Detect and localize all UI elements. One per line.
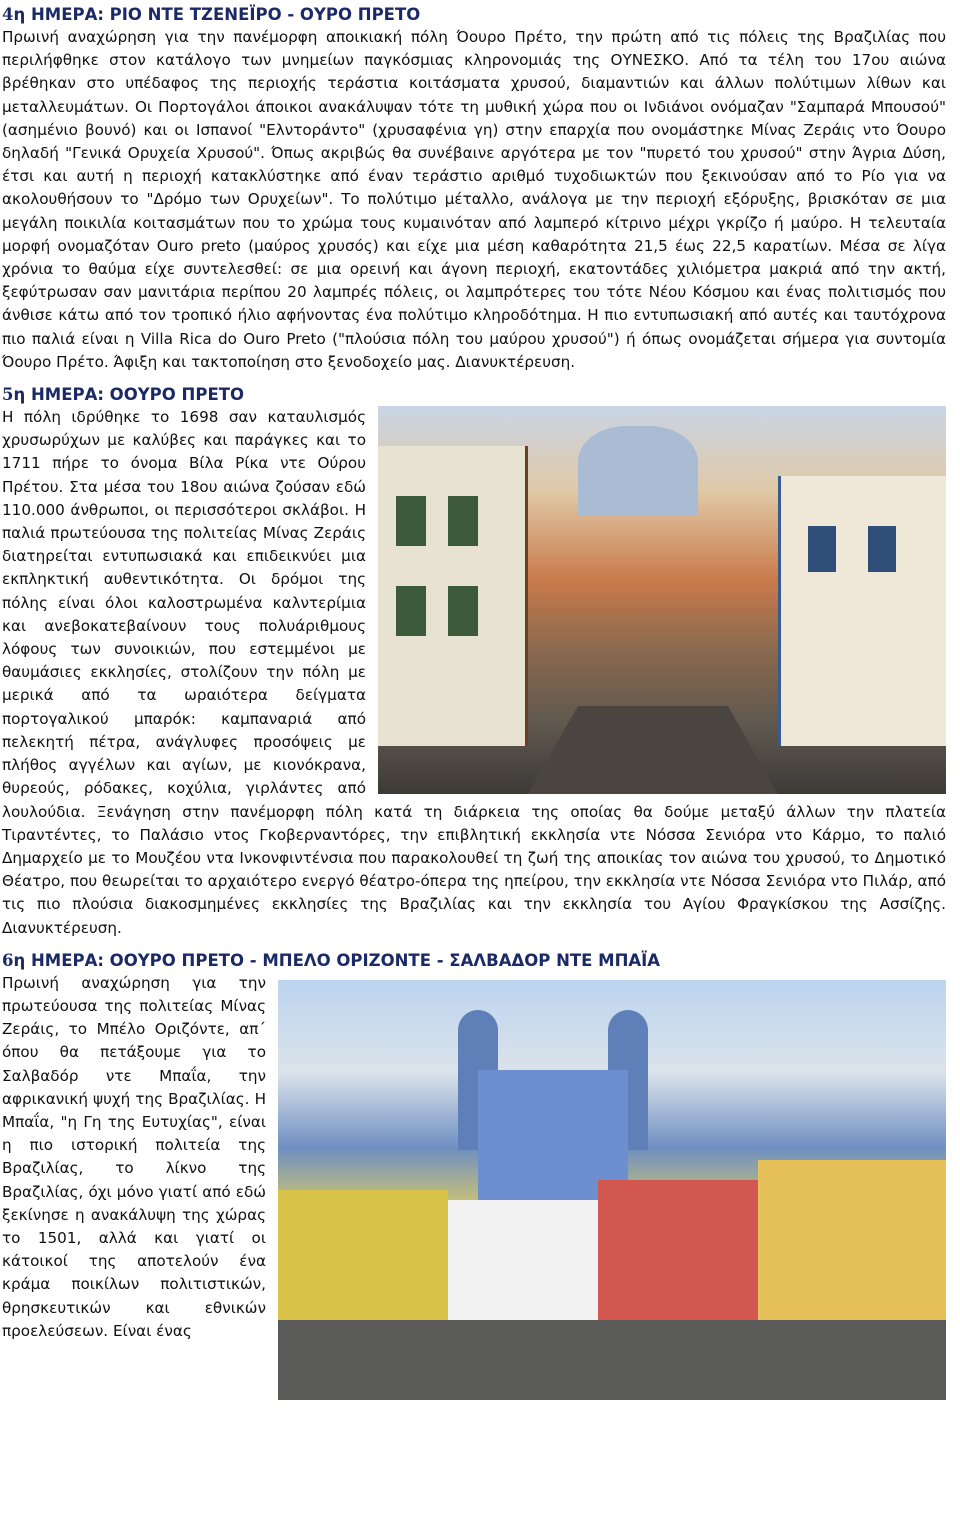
cobblestone-street-shape (528, 706, 778, 794)
red-building-shape (598, 1180, 758, 1320)
window-shape (396, 496, 426, 546)
window-shape (808, 526, 836, 572)
day-4-title (2, 4, 946, 26)
salvador-square-photo (278, 980, 946, 1400)
day-5-title-text: η ΗΜΕΡΑ: ΟΟΥΡΟ ΠΡΕΤΟ (13, 385, 245, 405)
ochre-building-shape (758, 1160, 946, 1320)
day-6-title-text: η ΗΜΕΡΑ: ΟΟΥΡΟ ΠΡΕΤΟ - ΜΠΕΛΟ ΟΡΙΖΟΝΤΕ - ΣΑΛΒΑΔΟΡ ΝΤΕ ΜΠΑΪΑ (13, 950, 661, 970)
day-5-section (2, 384, 946, 940)
window-shape (396, 586, 426, 636)
window-shape (448, 586, 478, 636)
day-6-number: 6 (2, 950, 14, 970)
day-5-text: Η πόλη ιδρύθηκε το 1698 σαν καταυλισμός χρυσωρύχων με καλύβες και παράγκες και το 1711 πήρε το όνομα Βίλα Ρίκα ντε Ούρου Πρέτου. Στα μέσα του 18ου αιώνα ζούσαν εδώ 110.000 άνθρωποι, οι περισσότεροι σκλάβοι. Η παλιά πρωτεύουσα της πολιτείας Μίνας Ζεράις διατηρείται εντυπωσιακά και επιδεικνύει μια εκπληκτική αυθεντικότητα. Οι δρόμοι της πόλης είναι όλοι καλοστρωμένα καλντερίμια και ανεβοκατεβαίνουν τους πολυάριθμους λόφους των συνοικιών, που εστεμμένοι με θαυμάσιες εκκλησίες, στολίζουν την πόλη με μερικά από τα ωραιότερα δείγματα πορτογαλικού μπαρόκ: καμπαναριά από πελεκητή πέτρα, ανάγλυφες προσόψεις με πλήθος αγγέλων και αγίων, με κιονόκρανα, θυρεούς, ρόδακες, κοχύλια, γιρλάντες από λουλούδια. Ξενάγηση στην πανέμορφη πόλη κατά τη διάρκεια της οποίας θα δούμε μεταξύ άλλων την πλατεία Τιραντέντες, το Παλάσιο ντος Γκοβερναντόρες, την επιβλητική εκκλησία ντε Νόσσα Σενιόρα ντο Κάρμο, το παλιό Δημαρχείο με το Μουζέου ντα Ινκονφιντένσια που παρακολουθεί τη ζωή της αποικίας τον αιώνα του χρυσού, το Δημοτικό Θέατρο, που θεωρείται το αρχαιότερο ενεργό θέατρο-όπερα της ηπείρου, την εκκλησία ντε Νόσσα Σενιόρα ντο Πιλάρ, από τις πιο πλούσια διακοσμημένες εκκλησίες της Βραζιλίας και την εκκλησία του Αγίου Φραγκίσκου της Ασσίζης. Διανυκτέρευση. (2, 408, 946, 937)
day-6-title (2, 950, 946, 972)
white-building-shape (448, 1200, 598, 1320)
day-5-title (2, 384, 946, 406)
window-shape (868, 526, 896, 572)
day-4-title-text: η ΗΜΕΡΑ: ΡΙΟ ΝΤΕ ΤΖΕΝΕΪΡΟ - ΟΥΡΟ ΠΡΕΤΟ (13, 5, 421, 24)
hill-shape (578, 426, 698, 516)
yellow-building-shape (278, 1190, 448, 1320)
day-4-number: 4 (2, 5, 14, 24)
right-building-shape (778, 476, 946, 746)
ouro-preto-street-photo (378, 406, 946, 794)
day-4-text: Πρωινή αναχώρηση για την πανέμορφη αποικιακή πόλη Όουρο Πρέτο, την πρώτη από τις πόλεις της Βραζιλίας που περιλήφθηκε στον κατάλογο των μνημείων παγκόσμιας κληρονομιάς της ΟΥΝΕΣΚΟ. Από τα τέλη του 17ου αιώνα βρέθηκαν στο υπέδαφος της περιοχής τεράστια κοιτάσματα χρυσού, διαμαντιών και άλλων πολύτιμων λίθων και μεταλλευμάτων. Οι Πορτογάλοι άποικοι ανακάλυψαν τότε τη μυθική χώρα που οι Ινδιάνοι ονόμαζαν "Σαμπαρά Μπουσού" (ασημένιο βουνό) και οι Ισπανοί "Ελντοράντο" (χρυσαφένια γη) στην επαρχία που ονομάστηκε Μίνας Ζεράις ντο Όουρο δηλαδή "Γενικά Ορυχεία Χρυσού". Όπως ακριβώς θα συνέβαινε αργότερα με τον "πυρετό του χρυσού" στην Άγρια Δύση, έτσι και αυτή η περιοχή κατακλύστηκε από έναν τεράστιο αριθμό τυχοδιωκτών που ξεκινούσαν από το Ρίο για να ακολουθήσουν το "Δρόμο των Ορυχείων". Το πολύτιμο μέταλλο, ανάλογα με την περιοχή εξόρυξης, βρισκόταν σε μια μεγάλη ποικιλία κοιτασμάτων που το χρώμα τους κυμαινόταν από λαμπερό κίτρινο μέχρι γκρίζο ή μαύρο. Η τελευταία μορφή ονομαζόταν Ouro preto (μαύρος χρυσός) και είχε μια μέση καθαρότητα 21,5 έως 22,5 καρατίων. Μέσα σε λίγα χρόνια το θαύμα είχε συντελεσθεί: σε μια ορεινή και άγονη περιοχή, εκατοντάδες χιλιόμετρα μακριά από την ακτή, ξεφύτρωσαν σαν μανιτάρια περίπου 20 λαμπρές πόλεις, οι λαμπρότερες του τότε Νέου Κόσμου και ένας πολιτισμός που άνθισε κάτω από τον τροπικό ήλιο αφήνοντας ένα πολύτιμο κληροδότημα. Η πιο εντυπωσιακή από αυτές και ταυτόχρονα πιο παλιά είναι η Villa Rica do Ouro Preto ("πλούσια πόλη του μαύρου χρυσού") ή όπως ονομάζεται σήμερα για συντομία Όουρο Πρέτο. Άφιξη και τακτοποίηση στο ξενοδοχείο μας. Διανυκτέρευση. (2, 28, 946, 371)
day-5-number: 5 (2, 385, 14, 405)
window-shape (448, 496, 478, 546)
day-6-text: Πρωινή αναχώρηση για την πρωτεύουσα της πολιτείας Μίνας Ζεράις, το Μπέλο Οριζόντε, απ΄ όπου θα πετάξουμε για το Σαλβαδόρ ντε Μπαΐα, την αφρικανική ψυχή της Βραζιλίας. Η Μπαΐα, "η Γη της Ευτυχίας", είναι η πιο ιστορική πολιτεία της Βραζιλίας, το λίκνο της Βραζιλίας, όχι μόνο γιατί από εδώ ξεκίνησε η ανακάλυψη της χώρας το 1501, αλλά και γιατί οι κάτοικοί της αποτελούν ένα κράμα ποικίλων πολιτιστικών, θρησκευτικών και εθνικών προελεύσεων. Είναι ένας (2, 973, 266, 1340)
day-6-section (2, 950, 946, 1343)
day-4-section (2, 4, 946, 374)
square-ground-shape (278, 1320, 946, 1400)
